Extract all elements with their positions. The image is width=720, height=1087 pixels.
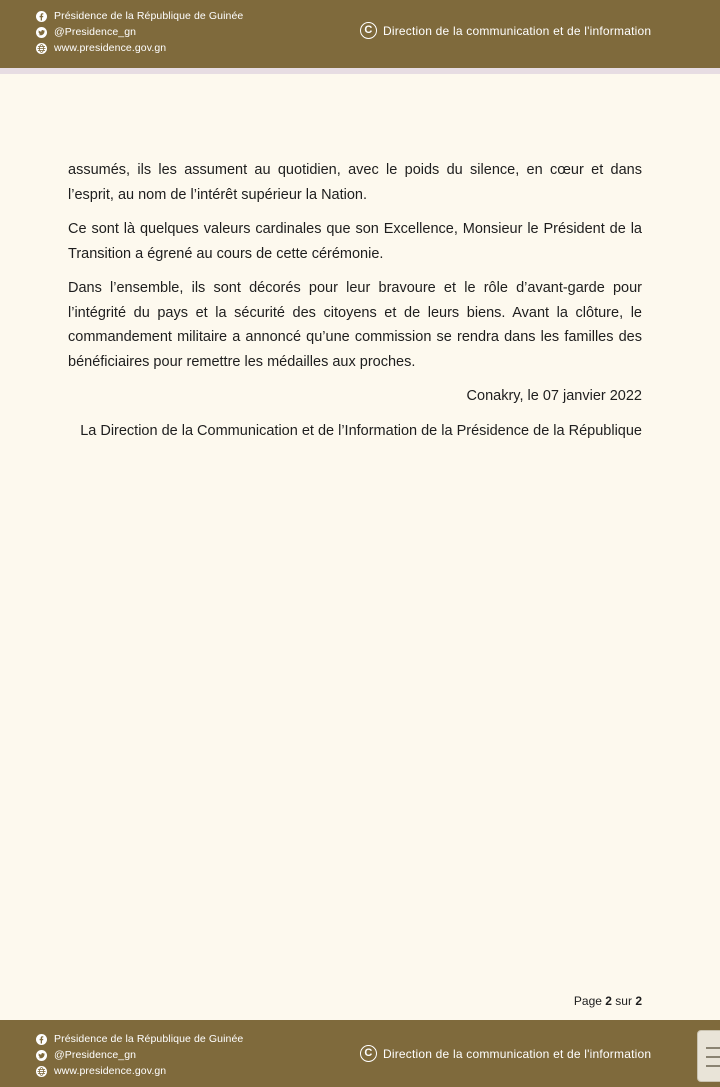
page-separator: sur	[615, 994, 632, 1008]
header-contact-web	[36, 40, 243, 56]
grip-line	[706, 1056, 720, 1058]
globe-icon	[36, 43, 47, 54]
header-contact-text: @Presidence_gn	[54, 26, 137, 38]
paragraph: Dans l’ensemble, ils sont décorés pour leur bravoure et le rôle d’avant-garde pour l’intégrité du pays et la sécurité des citoyens et de leurs biens. Avant la clôture, le commandement militaire a annoncé qu’une commission se rendra dans les familles des bénéficiaires pour remettre les médailles aux proches.	[68, 280, 642, 370]
footer-contact-text: @Presidence_gn	[54, 1049, 137, 1061]
footer-credit-text: Direction de la communication et de l'information	[383, 1046, 652, 1061]
header-contacts	[36, 8, 243, 56]
header-contact-facebook	[36, 8, 243, 24]
copyright-icon: C	[360, 1045, 377, 1062]
footer-contact-web	[36, 1063, 243, 1079]
twitter-icon	[36, 27, 47, 38]
footer-band	[0, 1020, 720, 1087]
header-band	[0, 0, 720, 68]
header-credit-text: Direction de la communication et de l'information	[383, 23, 652, 38]
header-credit	[360, 22, 651, 39]
facebook-icon	[36, 1034, 47, 1045]
page-current: 2	[605, 994, 612, 1008]
header-contact-twitter	[36, 24, 243, 40]
footer-credit	[360, 1045, 651, 1062]
paragraph: assumés, ils les assument au quotidien, avec le poids du silence, en cœur et dans l’esprit, au nom de l’intérêt supérieur la Nation.	[68, 162, 642, 203]
header-contact-text: Présidence de la République de Guinée	[54, 10, 244, 22]
scroll-handle[interactable]	[697, 1030, 720, 1082]
header-contact-text: www.presidence.gov.gn	[54, 42, 167, 54]
footer-contacts	[36, 1031, 243, 1079]
twitter-icon	[36, 1050, 47, 1061]
footer-contact-twitter	[36, 1047, 243, 1063]
globe-icon	[36, 1066, 47, 1077]
footer-contact-text: Présidence de la République de Guinée	[54, 1033, 244, 1045]
facebook-icon	[36, 11, 47, 22]
copyright-icon: C	[360, 22, 377, 39]
grip-line	[706, 1047, 720, 1049]
footer-contact-text: www.presidence.gov.gn	[54, 1065, 167, 1077]
grip-line	[706, 1065, 720, 1067]
signature-line: La Direction de la Communication et de l’Information de la Présidence de la République	[80, 422, 642, 439]
page-total: 2	[635, 994, 642, 1008]
date-line: Conakry, le 07 janvier 2022	[466, 388, 642, 404]
page-number	[574, 994, 642, 1008]
document-body	[68, 158, 642, 443]
page-prefix: Page	[573, 994, 602, 1008]
paragraph: Ce sont là quelques valeurs cardinales que son Excellence, Monsieur le Président de la Transition a égrené au cours de cette cérémonie.	[68, 221, 642, 262]
footer-contact-facebook	[36, 1031, 243, 1047]
